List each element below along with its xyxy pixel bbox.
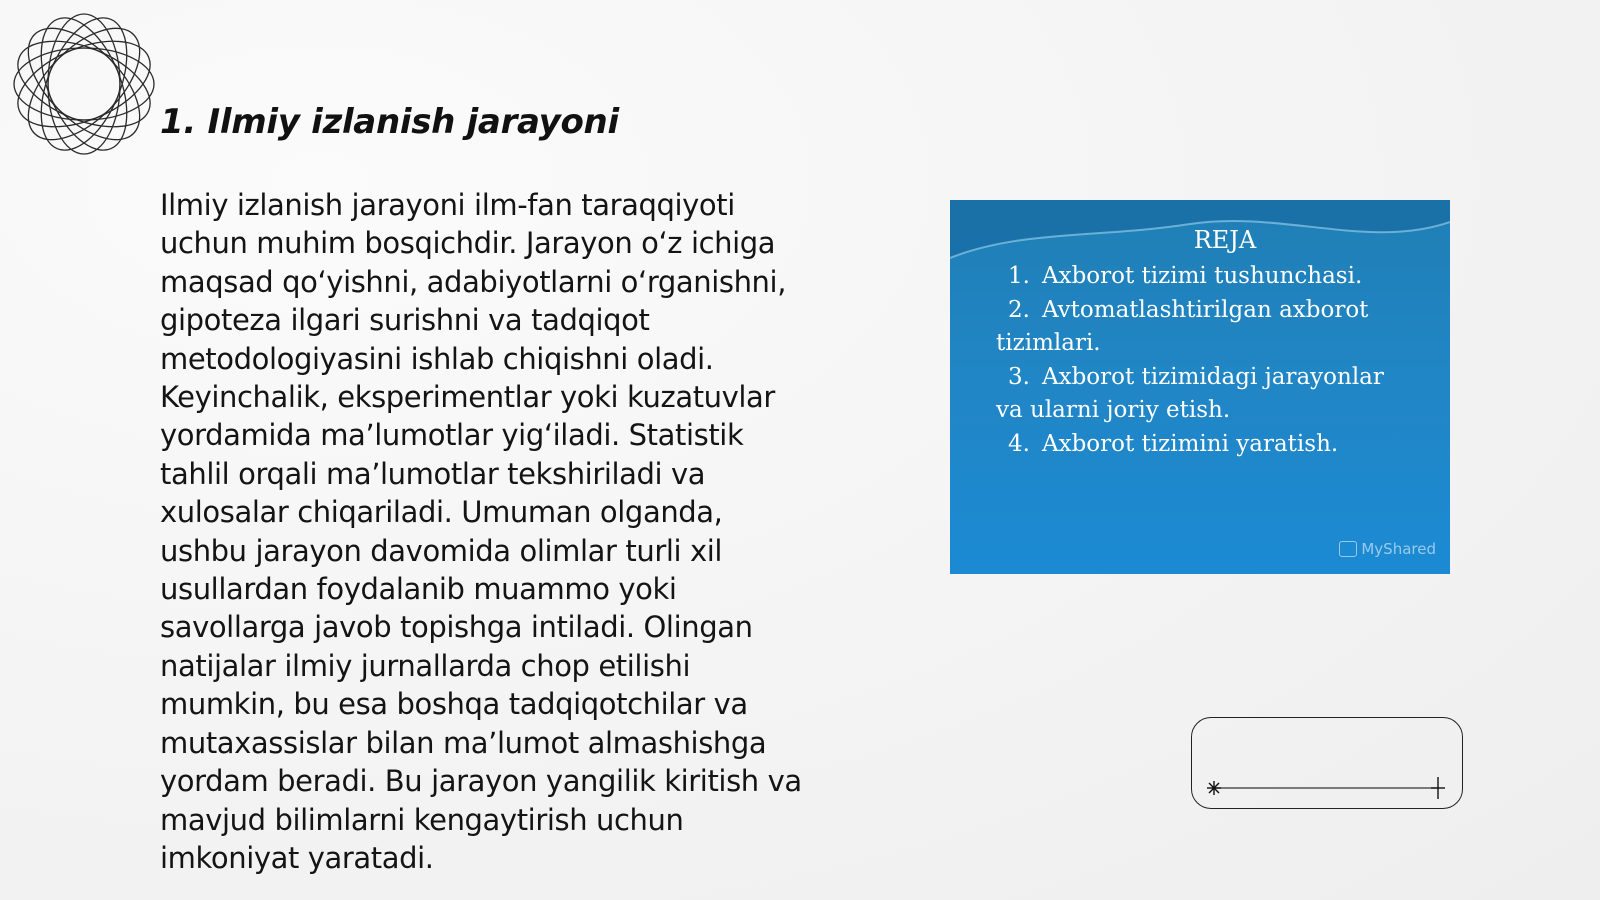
reja-item-text: va ularni joriy etish. bbox=[996, 397, 1231, 423]
reja-item-number: 2. bbox=[1008, 296, 1030, 323]
reja-list-item bbox=[996, 294, 1384, 328]
reja-image bbox=[950, 200, 1450, 574]
rosette-ring bbox=[10, 24, 158, 144]
body-line: ushbu jarayon davomida olimlar turli xil bbox=[160, 533, 723, 568]
decorative-frame bbox=[1191, 717, 1463, 809]
reja-list bbox=[996, 260, 1384, 461]
body-line: mutaxassislar bilan ma’lumot almashishga bbox=[160, 725, 767, 760]
rosette-ring bbox=[48, 14, 120, 154]
reja-item-text: Axborot tizimini yaratish. bbox=[1042, 430, 1339, 457]
rosette-center bbox=[48, 48, 120, 120]
body-line: mavjud bilimlarni kengaytirish uchun bbox=[160, 802, 684, 837]
body-line: savollarga javob topishga intiladi. Olingan bbox=[160, 610, 753, 645]
rosette-ring bbox=[24, 10, 144, 158]
reja-list-item bbox=[996, 361, 1384, 395]
body-paragraph bbox=[160, 186, 840, 877]
rosette-ring bbox=[14, 48, 154, 120]
reja-heading: REJA bbox=[1193, 226, 1257, 254]
body-line: mumkin, bu esa boshqa tadqiqotchilar va bbox=[160, 687, 748, 722]
body-line: Keyinchalik, eksperimentlar yoki kuzatuvlar bbox=[160, 380, 775, 415]
frame-line bbox=[1192, 718, 1464, 810]
rosette-ring bbox=[10, 24, 158, 144]
reja-item-number: 4. bbox=[1008, 430, 1030, 457]
cross-icon bbox=[1431, 777, 1445, 799]
circle-rosette-icon bbox=[10, 10, 158, 158]
myshared-logo-icon bbox=[1339, 541, 1357, 557]
reja-item-text: Axborot tizimidagi jarayonlar bbox=[1042, 363, 1384, 390]
body-line: tahlil orqali ma’lumotlar tekshiriladi va bbox=[160, 456, 706, 491]
rosette-ring bbox=[10, 10, 158, 158]
slide-title: 1. Ilmiy izlanish jarayoni bbox=[160, 102, 619, 142]
reja-list-item bbox=[996, 394, 1384, 428]
reja-item-text: Avtomatlashtirilgan axborot bbox=[1042, 296, 1369, 323]
body-line: Ilmiy izlanish jarayoni ilm-fan taraqqiyoti bbox=[160, 188, 735, 222]
body-line: yordamida ma’lumotlar yig‘iladi. Statistik bbox=[160, 418, 744, 453]
reja-list-item bbox=[996, 428, 1384, 462]
watermark bbox=[1339, 540, 1436, 558]
rosette-ring bbox=[24, 10, 144, 158]
body-line: yordam beradi. Bu jarayon yangilik kiritish va bbox=[160, 764, 802, 799]
rosette-ring bbox=[10, 10, 158, 158]
body-line: maqsad qo‘yishni, adabiyotlarni o‘rganishni, bbox=[160, 264, 787, 299]
reja-item-text: tizimlari. bbox=[996, 330, 1101, 356]
reja-item-text: Axborot tizimi tushunchasi. bbox=[1042, 263, 1363, 289]
body-line: metodologiyasini ishlab chiqishni oladi. bbox=[160, 341, 714, 376]
body-line: natijalar ilmiy jurnallarda chop etilishi bbox=[160, 648, 691, 683]
body-line: gipoteza ilgari surishni va tadqiqot bbox=[160, 303, 650, 338]
reja-item-number: 1. bbox=[1008, 263, 1030, 289]
reja-list-item bbox=[996, 260, 1384, 294]
body-line: uchun muhim bosqichdir. Jarayon o‘z ichiga bbox=[160, 226, 776, 261]
watermark-text: MyShared bbox=[1361, 540, 1436, 558]
starburst-icon bbox=[1207, 781, 1221, 795]
reja-list-item bbox=[996, 327, 1384, 361]
body-line: imkoniyat yaratadi. bbox=[160, 840, 434, 875]
body-line: xulosalar chiqariladi. Umuman olganda, bbox=[160, 495, 723, 530]
reja-item-number: 3. bbox=[1008, 363, 1030, 390]
body-line: usullardan foydalanib muammo yoki bbox=[160, 572, 677, 607]
